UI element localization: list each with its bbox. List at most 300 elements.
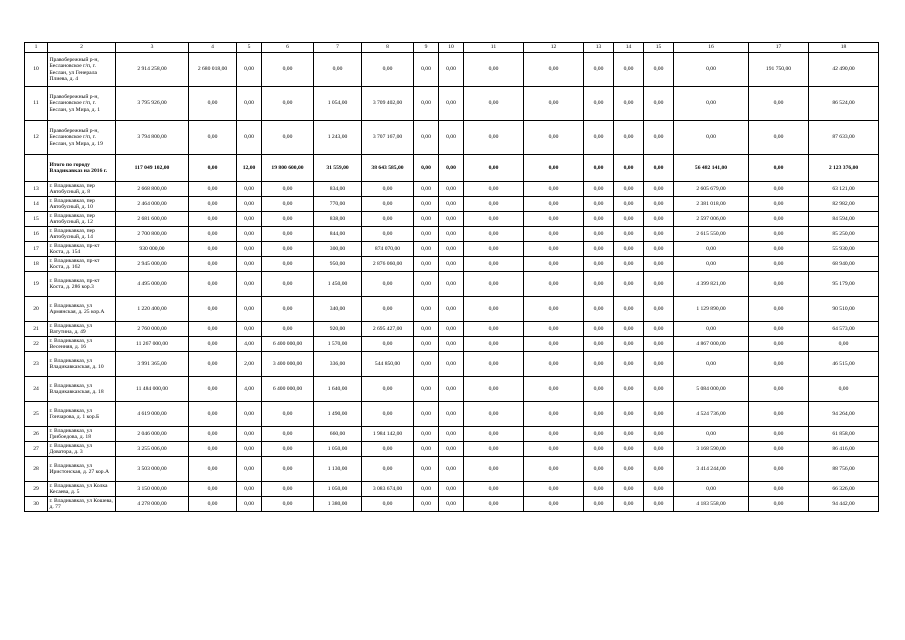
value-cell: 0,00	[262, 402, 314, 427]
column-header: 17	[749, 43, 809, 53]
value-cell: 0,00	[644, 377, 674, 402]
value-cell: 3 168 590,00	[674, 442, 749, 457]
value-cell: 0,00	[439, 297, 464, 322]
address-cell: г. Владикавказ, ул Доватора, д. 3	[48, 442, 116, 457]
value-cell: 844,00	[314, 227, 362, 242]
value-cell: 0,00	[524, 87, 584, 121]
value-cell: 0,00	[749, 155, 809, 182]
value-cell: 0,00	[439, 227, 464, 242]
value-cell: 0,00	[439, 87, 464, 121]
table-row	[25, 352, 879, 377]
value-cell: 0,00	[584, 212, 614, 227]
value-cell: 0,00	[414, 427, 439, 442]
value-cell: 0,00	[614, 337, 644, 352]
address-cell: г. Владикавказ, ул Владикавказская, д. 10	[48, 352, 116, 377]
value-cell: 0,00	[237, 227, 262, 242]
value-cell: 191 750,00	[749, 53, 809, 87]
value-cell: 117 049 102,00	[116, 155, 189, 182]
value-cell: 0,00	[237, 482, 262, 497]
value-cell: 1 243,00	[314, 121, 362, 155]
value-cell: 0,00	[237, 257, 262, 272]
value-cell: 0,00	[414, 121, 439, 155]
address-cell: г. Владикавказ, пер Автобусный, д. 14	[48, 227, 116, 242]
value-cell: 0,00	[584, 272, 614, 297]
value-cell: 0,00	[439, 337, 464, 352]
row-number: 28	[25, 457, 48, 482]
table-row	[25, 53, 879, 87]
value-cell: 0,00	[674, 87, 749, 121]
value-cell: 0,00	[262, 272, 314, 297]
row-number: 24	[25, 377, 48, 402]
value-cell: 0,00	[237, 121, 262, 155]
value-cell: 0,00	[674, 242, 749, 257]
value-cell: 0,00	[644, 297, 674, 322]
column-header: 6	[262, 43, 314, 53]
value-cell: 0,00	[189, 457, 237, 482]
value-cell: 0,00	[189, 497, 237, 512]
address-cell: Правобережный р-н, Беслановское г/п, г. Беслан, ул Мира, д. 1	[48, 87, 116, 121]
value-cell: 0,00	[414, 402, 439, 427]
value-cell: 0,00	[237, 182, 262, 197]
address-cell: г. Владикавказ, ул Владикавказская, д. 18	[48, 377, 116, 402]
value-cell: 0,00	[362, 337, 414, 352]
value-cell: 0,00	[614, 227, 644, 242]
value-cell: 0,00	[189, 337, 237, 352]
value-cell: 2 914 258,00	[116, 53, 189, 87]
row-number: 26	[25, 427, 48, 442]
value-cell: 0,00	[237, 242, 262, 257]
address-cell: Правобережный р-н, Беслановское г/п, г. Беслан, ул Мира, д. 19	[48, 121, 116, 155]
value-cell: 0,00	[439, 53, 464, 87]
value-cell: 0,00	[189, 182, 237, 197]
value-cell: 0,00	[439, 402, 464, 427]
value-cell: 0,00	[262, 53, 314, 87]
value-cell: 0,00	[414, 337, 439, 352]
value-cell: 0,00	[439, 182, 464, 197]
value-cell: 6 400 000,00	[262, 377, 314, 402]
table-row	[25, 457, 879, 482]
value-cell: 0,00	[614, 427, 644, 442]
value-cell: 0,00	[524, 155, 584, 182]
value-cell: 0,00	[644, 155, 674, 182]
value-cell: 0,00	[314, 53, 362, 87]
value-cell: 5 084 000,00	[674, 377, 749, 402]
value-cell: 0,00	[464, 337, 524, 352]
value-cell: 0,00	[644, 53, 674, 87]
value-cell: 0,00	[524, 227, 584, 242]
value-cell: 0,00	[362, 377, 414, 402]
value-cell: 770,00	[314, 197, 362, 212]
value-cell: 0,00	[749, 402, 809, 427]
value-cell: 2 597 006,00	[674, 212, 749, 227]
value-cell: 85 250,00	[809, 227, 879, 242]
address-cell: Правобережный р-н, Беслановское г/п, г. Беслан, ул Генерала Плиева, д. 4	[48, 53, 116, 87]
row-number: 20	[25, 297, 48, 322]
value-cell: 1 129 890,00	[674, 297, 749, 322]
value-cell: 0,00	[189, 272, 237, 297]
value-cell: 0,00	[644, 272, 674, 297]
value-cell: 2 464 000,00	[116, 197, 189, 212]
value-cell: 0,00	[614, 87, 644, 121]
column-header: 14	[614, 43, 644, 53]
value-cell: 3 794 800,00	[116, 121, 189, 155]
value-cell: 0,00	[464, 87, 524, 121]
value-cell: 12,00	[237, 155, 262, 182]
value-cell: 0,00	[414, 227, 439, 242]
value-cell: 0,00	[674, 121, 749, 155]
value-cell: 0,00	[439, 212, 464, 227]
value-cell: 838,00	[314, 212, 362, 227]
value-cell: 0,00	[614, 497, 644, 512]
value-cell: 2 668 800,00	[116, 182, 189, 197]
value-cell: 3 414 244,00	[674, 457, 749, 482]
value-cell: 300,00	[314, 242, 362, 257]
value-cell: 0,00	[749, 242, 809, 257]
value-cell: 0,00	[189, 402, 237, 427]
value-cell: 19 800 600,00	[262, 155, 314, 182]
value-cell: 0,00	[644, 87, 674, 121]
address-cell: г. Владикавказ, ул Кошева, д. 77	[48, 497, 116, 512]
value-cell: 0,00	[189, 322, 237, 337]
row-number: 19	[25, 272, 48, 297]
value-cell: 3 083 674,00	[362, 482, 414, 497]
value-cell: 66 326,00	[809, 482, 879, 497]
table-row	[25, 227, 879, 242]
value-cell: 64 573,00	[809, 322, 879, 337]
value-cell: 0,00	[524, 242, 584, 257]
value-cell: 0,00	[584, 427, 614, 442]
value-cell: 0,00	[262, 457, 314, 482]
column-header: 13	[584, 43, 614, 53]
value-cell: 0,00	[464, 402, 524, 427]
column-header: 7	[314, 43, 362, 53]
value-cell: 0,00	[362, 182, 414, 197]
value-cell: 0,00	[414, 442, 439, 457]
value-cell: 0,00	[749, 182, 809, 197]
value-cell: 3 150 000,00	[116, 482, 189, 497]
value-cell: 4 183 558,00	[674, 497, 749, 512]
value-cell: 0,00	[614, 155, 644, 182]
value-cell: 0,00	[262, 257, 314, 272]
value-cell: 2 681 600,00	[116, 212, 189, 227]
address-cell: г. Владикавказ, ул Колка Кесаева, д. 5	[48, 482, 116, 497]
row-number: 17	[25, 242, 48, 257]
value-cell: 0,00	[584, 442, 614, 457]
value-cell: 1 130,00	[314, 457, 362, 482]
value-cell: 3 503 000,00	[116, 457, 189, 482]
value-cell: 0,00	[749, 227, 809, 242]
table-row	[25, 337, 879, 352]
value-cell: 0,00	[644, 121, 674, 155]
value-cell: 0,00	[524, 457, 584, 482]
value-cell: 46 515,00	[809, 352, 879, 377]
value-cell: 0,00	[262, 227, 314, 242]
value-cell: 0,00	[524, 272, 584, 297]
value-cell: 94 264,00	[809, 402, 879, 427]
value-cell: 4 399 821,00	[674, 272, 749, 297]
value-cell: 0,00	[674, 257, 749, 272]
value-cell: 42 490,00	[809, 53, 879, 87]
value-cell: 2 760 000,00	[116, 322, 189, 337]
value-cell: 0,00	[189, 257, 237, 272]
value-cell: 0,00	[524, 497, 584, 512]
value-cell: 0,00	[237, 212, 262, 227]
value-cell: 2 695 427,00	[362, 322, 414, 337]
address-cell: г. Владикавказ, пр-кт Коста, д. 154	[48, 242, 116, 257]
value-cell: 0,00	[809, 337, 879, 352]
value-cell: 0,00	[644, 482, 674, 497]
value-cell: 0,00	[439, 497, 464, 512]
value-cell: 3 709 402,00	[362, 87, 414, 121]
value-cell: 38 643 585,00	[362, 155, 414, 182]
column-header: 9	[414, 43, 439, 53]
value-cell: 1 054,00	[314, 87, 362, 121]
value-cell: 0,00	[414, 155, 439, 182]
value-cell: 0,00	[749, 197, 809, 212]
value-cell: 0,00	[464, 182, 524, 197]
value-cell: 0,00	[584, 482, 614, 497]
value-cell: 0,00	[614, 377, 644, 402]
value-cell: 0,00	[584, 257, 614, 272]
value-cell: 2 381 018,00	[674, 197, 749, 212]
value-cell: 0,00	[189, 155, 237, 182]
value-cell: 6 400 000,00	[262, 337, 314, 352]
value-cell: 0,00	[439, 457, 464, 482]
value-cell: 0,00	[189, 427, 237, 442]
value-cell: 0,00	[189, 297, 237, 322]
value-cell: 2 680 018,00	[189, 53, 237, 87]
value-cell: 0,00	[439, 377, 464, 402]
value-cell: 0,00	[464, 272, 524, 297]
value-cell: 0,00	[189, 377, 237, 402]
value-cell: 0,00	[524, 182, 584, 197]
value-cell: 0,00	[414, 257, 439, 272]
value-cell: 0,00	[237, 272, 262, 297]
value-cell: 90 510,00	[809, 297, 879, 322]
value-cell: 0,00	[414, 182, 439, 197]
column-header: 10	[439, 43, 464, 53]
table-row	[25, 297, 879, 322]
value-cell: 0,00	[189, 121, 237, 155]
value-cell: 0,00	[464, 121, 524, 155]
value-cell: 4 619 000,00	[116, 402, 189, 427]
value-cell: 0,00	[584, 352, 614, 377]
value-cell: 0,00	[749, 87, 809, 121]
value-cell: 0,00	[439, 242, 464, 257]
value-cell: 0,00	[524, 121, 584, 155]
value-cell: 68 940,00	[809, 257, 879, 272]
value-cell: 95 179,00	[809, 272, 879, 297]
address-cell: г. Владикавказ, пер Автобусный, д. 8	[48, 182, 116, 197]
value-cell: 834,00	[314, 182, 362, 197]
address-cell: г. Владикавказ, ул Иристонская, д. 27 кор.А	[48, 457, 116, 482]
value-cell: 1 050,00	[314, 442, 362, 457]
value-cell: 2 605 679,00	[674, 182, 749, 197]
value-cell: 82 982,00	[809, 197, 879, 212]
value-cell: 544 850,00	[362, 352, 414, 377]
row-number: 13	[25, 182, 48, 197]
row-number: 21	[25, 322, 48, 337]
value-cell: 0,00	[524, 197, 584, 212]
value-cell: 0,00	[414, 242, 439, 257]
value-cell: 0,00	[439, 322, 464, 337]
row-number: 25	[25, 402, 48, 427]
value-cell: 0,00	[262, 497, 314, 512]
value-cell: 2 945 000,00	[116, 257, 189, 272]
table-body	[25, 53, 879, 512]
value-cell: 0,00	[414, 87, 439, 121]
column-header: 4	[189, 43, 237, 53]
value-cell: 0,00	[524, 352, 584, 377]
value-cell: 0,00	[439, 352, 464, 377]
value-cell: 0,00	[464, 352, 524, 377]
column-header: 18	[809, 43, 879, 53]
value-cell: 0,00	[262, 87, 314, 121]
value-cell: 4 495 000,00	[116, 272, 189, 297]
address-cell: г. Владикавказ, пр-кт Коста, д. 162	[48, 257, 116, 272]
data-table	[24, 42, 879, 512]
value-cell: 0,00	[644, 322, 674, 337]
value-cell: 2 700 800,00	[116, 227, 189, 242]
value-cell: 0,00	[749, 121, 809, 155]
table-row	[25, 427, 879, 442]
column-header: 11	[464, 43, 524, 53]
value-cell: 0,00	[584, 53, 614, 87]
value-cell: 0,00	[464, 297, 524, 322]
value-cell: 4 524 736,00	[674, 402, 749, 427]
value-cell: 0,00	[464, 212, 524, 227]
value-cell: 0,00	[439, 121, 464, 155]
value-cell: 4 278 000,00	[116, 497, 189, 512]
value-cell: 0,00	[237, 322, 262, 337]
value-cell: 0,00	[524, 427, 584, 442]
value-cell: 0,00	[614, 482, 644, 497]
value-cell: 0,00	[674, 352, 749, 377]
value-cell: 0,00	[464, 197, 524, 212]
value-cell: 87 633,00	[809, 121, 879, 155]
value-cell: 0,00	[439, 155, 464, 182]
value-cell: 0,00	[237, 53, 262, 87]
column-header: 5	[237, 43, 262, 53]
value-cell: 0,00	[749, 337, 809, 352]
value-cell: 2 046 000,00	[116, 427, 189, 442]
value-cell: 0,00	[614, 402, 644, 427]
value-cell: 4 867 000,00	[674, 337, 749, 352]
table-row	[25, 442, 879, 457]
value-cell: 0,00	[674, 53, 749, 87]
value-cell: 0,00	[362, 197, 414, 212]
value-cell: 950,00	[314, 257, 362, 272]
value-cell: 3 795 926,00	[116, 87, 189, 121]
value-cell: 1 490,00	[314, 402, 362, 427]
address-cell: г. Владикавказ, пер Автобусный, д. 10	[48, 197, 116, 212]
value-cell: 0,00	[362, 272, 414, 297]
value-cell: 31 559,00	[314, 155, 362, 182]
value-cell: 0,00	[464, 497, 524, 512]
value-cell: 0,00	[237, 297, 262, 322]
value-cell: 1 984 142,00	[362, 427, 414, 442]
value-cell: 0,00	[584, 377, 614, 402]
value-cell: 1 570,00	[314, 337, 362, 352]
value-cell: 0,00	[237, 427, 262, 442]
value-cell: 0,00	[262, 442, 314, 457]
value-cell: 0,00	[749, 272, 809, 297]
value-cell: 0,00	[464, 442, 524, 457]
value-cell: 4,00	[237, 337, 262, 352]
value-cell: 0,00	[809, 377, 879, 402]
value-cell: 0,00	[749, 297, 809, 322]
value-cell: 0,00	[749, 377, 809, 402]
value-cell: 0,00	[464, 427, 524, 442]
value-cell: 0,00	[749, 427, 809, 442]
value-cell: 0,00	[644, 242, 674, 257]
value-cell: 0,00	[524, 482, 584, 497]
value-cell: 0,00	[614, 182, 644, 197]
value-cell: 2 876 060,00	[362, 257, 414, 272]
value-cell: 0,00	[524, 322, 584, 337]
table-row	[25, 87, 879, 121]
value-cell: 0,00	[584, 337, 614, 352]
value-cell: 0,00	[237, 442, 262, 457]
value-cell: 0,00	[524, 297, 584, 322]
table-row	[25, 197, 879, 212]
value-cell: 56 482 141,00	[674, 155, 749, 182]
table-row	[25, 242, 879, 257]
value-cell: 0,00	[439, 442, 464, 457]
value-cell: 0,00	[464, 227, 524, 242]
value-cell: 920,00	[314, 322, 362, 337]
row-number: 10	[25, 53, 48, 87]
value-cell: 0,00	[644, 427, 674, 442]
value-cell: 0,00	[262, 212, 314, 227]
total-row	[25, 155, 879, 182]
value-cell: 0,00	[524, 257, 584, 272]
value-cell: 4,00	[237, 377, 262, 402]
value-cell: 0,00	[644, 442, 674, 457]
value-cell: 0,00	[362, 497, 414, 512]
value-cell: 0,00	[614, 242, 644, 257]
value-cell: 3 991 365,00	[116, 352, 189, 377]
value-cell: 0,00	[644, 257, 674, 272]
value-cell: 0,00	[262, 182, 314, 197]
value-cell: 63 121,00	[809, 182, 879, 197]
column-header: 2	[48, 43, 116, 53]
row-number: 16	[25, 227, 48, 242]
value-cell: 0,00	[362, 297, 414, 322]
row-number: 18	[25, 257, 48, 272]
value-cell: 0,00	[644, 497, 674, 512]
column-header: 8	[362, 43, 414, 53]
value-cell: 0,00	[414, 352, 439, 377]
value-cell: 86 416,00	[809, 442, 879, 457]
table-row	[25, 377, 879, 402]
table-row	[25, 182, 879, 197]
table-row	[25, 121, 879, 155]
value-cell: 0,00	[362, 442, 414, 457]
value-cell: 0,00	[584, 121, 614, 155]
table-row	[25, 482, 879, 497]
value-cell: 0,00	[614, 53, 644, 87]
value-cell: 0,00	[614, 297, 644, 322]
value-cell: 0,00	[524, 377, 584, 402]
row-number: 22	[25, 337, 48, 352]
value-cell: 0,00	[524, 442, 584, 457]
value-cell: 0,00	[237, 197, 262, 212]
value-cell: 0,00	[644, 212, 674, 227]
column-header: 12	[524, 43, 584, 53]
value-cell: 0,00	[584, 197, 614, 212]
value-cell: 0,00	[584, 227, 614, 242]
